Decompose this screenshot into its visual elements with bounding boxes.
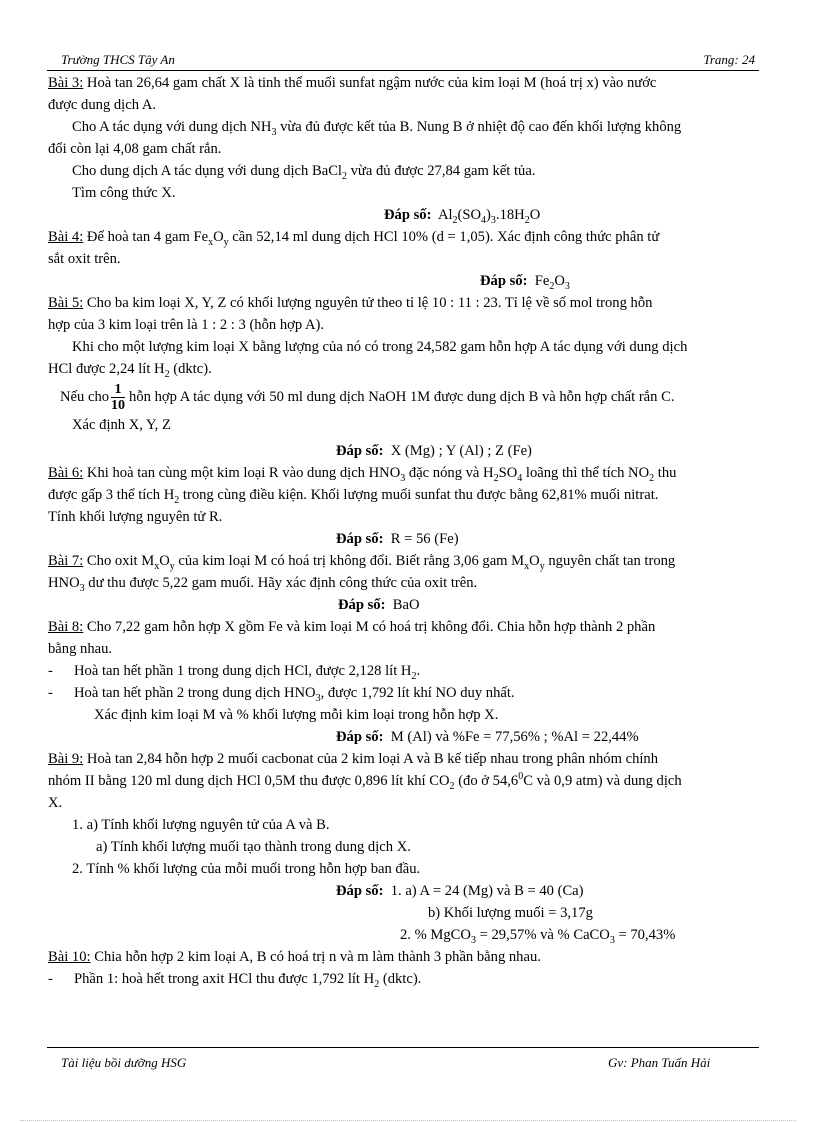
problem-5-line-5: Nếu cho $\frac{1}{10}$ hỗn hợp A tác dụng với 50 ml dung dịch NaOH 1M được dung dịch B và hỗn hợp chất rắn C. [60,382,675,414]
problem-4-label: Bài 4: [48,229,84,245]
problem-7-line-2: $HNO_3$ dư thu được 5,22 gam muối. Hãy xác định công thức của oxit trên. [48,575,478,594]
problem-9-question-1: 1. a) Tính khối lượng nguyên tử của A và B. [72,817,330,833]
problem-3-line-5: Cho dung dịch A tác dụng với dung dịch BaCl$_2$ vừa đủ được 27,84 gam kết tủa. [72,163,536,182]
page-footer [55,1055,767,1073]
header-divider [47,70,759,71]
problem-3-line-3: Cho A tác dụng với dung dịch $NH_3$ vừa đủ được kết tủa B. Nung B ở nhiệt độ cao đến khối lượng không [72,119,682,138]
problem-5-line-4: HCl được 2,24 lít $H_2$ (dktc). [48,361,212,380]
school-name: Trường THCS Tây An [61,52,175,67]
problem-7-line-1: Bài 7: Cho oxit $M_xO_y$ của kim loại M có hoá trị không đổi. Biết rằng 3,06 gam $M_xO_y$ nguyên chất tan trong [48,553,676,572]
problem-10-label: Bài 10: [48,949,91,965]
problem-3-label: Bài 3: [48,75,84,91]
problem-5-label: Bài 5: [48,295,84,311]
footer-author: Gv: Phan Tuấn Hải [608,1055,711,1070]
problem-3-line-1: Bài 3: Hoà tan 26,64 gam chất X là tinh thể muối sunfat ngậm nước của kim loại M (hoá trị x) vào nước [48,75,657,91]
page-number: Trang: 24 [703,52,755,67]
problem-3-line-4: đổi còn lại 4,08 gam chất rắn. [48,141,222,157]
problem-7-label: Bài 7: [48,553,84,569]
problem-10-step-1: - Phần 1: hoà hết trong axit HCl thu được 1,792 lít $H_2$ (dktc). [48,971,422,990]
problem-9-answer-2: b) Khối lượng muối = 3,17g [428,905,593,921]
problem-8-line-1: Bài 8: Cho 7,22 gam hỗn hợp X gồm Fe và kim loại M có hoá trị không đổi. Chia hỗn hợp thành 2 phần [48,619,656,635]
problem-3-line-2: được dung dịch A. [48,97,157,113]
problem-8-line-3: Xác định kim loại M và % khối lượng mỗi kim loại trong hỗn hợp X. [94,707,499,723]
problem-9-label: Bài 9: [48,751,84,767]
problem-4-line-2: sắt oxit trên. [48,251,121,267]
problem-5-line-3: Khi cho một lượng kim loại X bằng lượng của nó có trong 24,582 gam hỗn hợp A tác dụng với dung dịch [72,339,688,355]
problem-4-line-1: Bài 4: Để hoà tan 4 gam $Fe_xO_y$ cần 52,14 ml dung dịch HCl 10% (d = 1,05). Xác định công thức phân tử [48,229,660,248]
footer-document-title: Tài liệu bồi dưỡng HSG [61,1055,187,1070]
footer-divider [47,1047,759,1048]
problem-10-line-1: Bài 10: Chia hỗn hợp 2 kim loại A, B có hoá trị n và m làm thành 3 phần bằng nhau. [48,949,541,965]
problem-9-answer-3: 2. % MgCO$_3$ = 29,57% và % CaCO$_3$ = 70,43% [400,927,676,946]
fraction-one-tenth: $\frac{1}{10}$ [111,382,126,414]
problem-6-line-1: Bài 6: Khi hoà tan cùng một kim loại R vào dung dịch $HNO_3$ đặc nóng và $H_2SO_4$ loãng thì thể tích $NO_2$ thu [48,465,677,484]
problem-5-line-2: hợp của 3 kim loại trên là 1 : 2 : 3 (hỗn hợp A). [48,317,325,333]
problem-8-step-1: - Hoà tan hết phần 1 trong dung dịch HCl, được 2,128 lít $H_2$. [48,663,421,682]
problem-6-line-2: được gấp 3 thể tích $H_2$ trong cùng điều kiện. Khối lượng muối sunfat thu được bằng 62,81% muối nitrat. [48,487,659,506]
problem-6-answer: Đáp số: R = 56 (Fe) [336,531,459,547]
problem-6-label: Bài 6: [48,465,84,481]
problem-8-label: Bài 8: [48,619,84,635]
problem-8-step-2: - Hoà tan hết phần 2 trong dung dịch $HNO_3$, được 1,792 lít khí NO duy nhất. [48,685,515,704]
problem-9-line-1: Bài 9: Hoà tan 2,84 hỗn hợp 2 muối cacbonat của 2 kim loại A và B kế tiếp nhau trong phân nhóm chính [48,751,659,767]
problem-5-answer: Đáp số: X (Mg) ; Y (Al) ; Z (Fe) [336,443,532,459]
problem-9-line-3: X. [48,795,63,811]
page-header [55,52,767,70]
problem-9-answer-1: Đáp số: 1. a) A = 24 (Mg) và B = 40 (Ca) [336,883,584,899]
problem-3-answer: Đáp số: $Al_2(SO_4)_3.18H_2O$ [384,207,541,226]
problem-7-answer: Đáp số: BaO [338,597,420,613]
problem-9-question-1b: a) Tính khối lượng muối tạo thành trong dung dịch X. [96,839,411,855]
problem-3-line-6: Tìm công thức X. [72,185,176,201]
problem-9-question-2: 2. Tính % khối lượng của mỗi muối trong hỗn hợp ban đầu. [72,861,421,877]
problem-6-line-3: Tính khối lượng nguyên tử R. [48,509,223,525]
problem-8-answer: Đáp số: M (Al) và %Fe = 77,56% ; %Al = 22,44% [336,729,639,745]
problem-5-line-1: Bài 5: Cho ba kim loại X, Y, Z có khối lượng nguyên tử theo tỉ lệ 10 : 11 : 23. Tỉ lệ về số mol trong hỗn [48,295,653,311]
problem-5-line-6: Xác định X, Y, Z [72,417,171,433]
problem-8-line-2: bằng nhau. [48,641,113,657]
document-body [48,72,768,990]
problem-4-answer: Đáp số: $Fe_2O_3$ [480,273,570,292]
page-bottom-dotted-rule [20,1120,796,1121]
problem-9-line-2: nhóm II bằng 120 ml dung dịch HCl 0,5M thu được 0,896 lít khí $CO_2$ (đo ở 54,6$^0$C và 0,9 atm) và dung dịch [48,771,682,792]
